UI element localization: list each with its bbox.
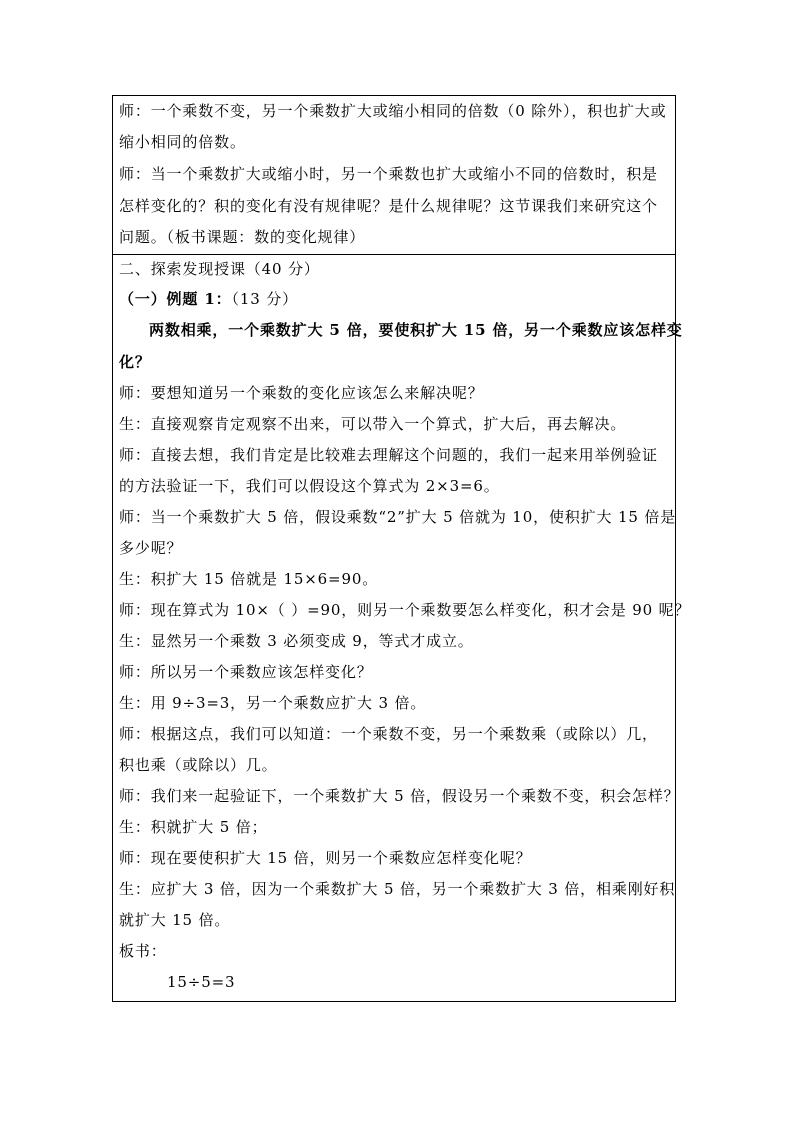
text-line: 缩小相同的倍数。 xyxy=(119,133,246,151)
dialogue-line: 生：积扩大 15 倍就是 15×6=90。 xyxy=(119,570,379,588)
section-title: 二、探索发现授课（40 分） xyxy=(119,260,320,278)
example-heading-line xyxy=(119,289,675,309)
dialogue-line: 师：根据这点，我们可以知道：一个乘数不变，另一个乘数乘（或除以）几， xyxy=(119,725,658,743)
lesson-table xyxy=(112,95,691,1002)
dialogue-line: 多少呢？ xyxy=(119,539,183,557)
dialogue-line: 生：显然另一个乘数 3 必须变成 9，等式才成立。 xyxy=(119,632,474,650)
board-label: 板书： xyxy=(119,942,167,960)
dialogue-line: 生：应扩大 3 倍，因为一个乘数扩大 5 倍，另一个乘数扩大 3 倍，相乘刚好积 xyxy=(119,880,676,898)
example-time: （13 分） xyxy=(231,290,298,308)
text-line: 怎样变化的？积的变化有没有规律呢？是什么规律呢？这节课我们来研究这个 xyxy=(119,197,658,215)
dialogue-line: 师：现在算式为 10×（ ）=90，则另一个乘数要怎么样变化，积才会是 90 呢？ xyxy=(119,601,691,619)
intro-cell xyxy=(113,96,675,255)
text-line: 师：一个乘数不变，另一个乘数扩大或缩小相同的倍数（0 除外），积也扩大或 xyxy=(119,102,667,120)
board-equation: 15÷5=3 xyxy=(167,973,236,991)
problem-line: 化？ xyxy=(119,353,151,371)
dialogue-line: 积也乘（或除以）几。 xyxy=(119,756,278,774)
dialogue-line: 师：现在要使积扩大 15 倍，则另一个乘数应怎样变化呢？ xyxy=(119,849,532,867)
dialogue-line: 生：用 9÷3=3，另一个乘数应扩大 3 倍。 xyxy=(119,694,427,712)
dialogue-line: 师：所以另一个乘数应该怎样变化？ xyxy=(119,663,373,681)
dialogue-line: 师：直接去想，我们肯定是比较难去理解这个问题的，我们一起来用举例验证 xyxy=(119,446,658,464)
example-heading: （一）例题 1： xyxy=(119,290,232,308)
dialogue-line: 师：我们来一起验证下，一个乘数扩大 5 倍，假设另一个乘数不变，积会怎样？ xyxy=(119,787,680,805)
problem-line: 两数相乘，一个乘数扩大 5 倍，要使积扩大 15 倍，另一个乘数应该怎样变 xyxy=(149,321,683,339)
text-line: 师：当一个乘数扩大或缩小时，另一个乘数也扩大或缩小不同的倍数时，积是 xyxy=(119,165,658,183)
explore-cell xyxy=(113,255,691,1001)
dialogue-line: 师：要想知道另一个乘数的变化应该怎么来解决呢？ xyxy=(119,384,484,402)
text-line: 问题。（板书课题：数的变化规律） xyxy=(119,228,366,246)
dialogue-line: 生：直接观察肯定观察不出来，可以带入一个算式，扩大后，再去解决。 xyxy=(119,415,627,433)
dialogue-line: 就扩大 15 倍。 xyxy=(119,911,231,929)
dialogue-line: 的方法验证一下，我们可以假设这个算式为 2×3=6。 xyxy=(119,477,500,495)
dialogue-line: 生：积就扩大 5 倍； xyxy=(119,818,268,836)
dialogue-line: 师：当一个乘数扩大 5 倍，假设乘数“2”扩大 5 倍就为 10，使积扩大 15 倍是 xyxy=(119,508,677,526)
